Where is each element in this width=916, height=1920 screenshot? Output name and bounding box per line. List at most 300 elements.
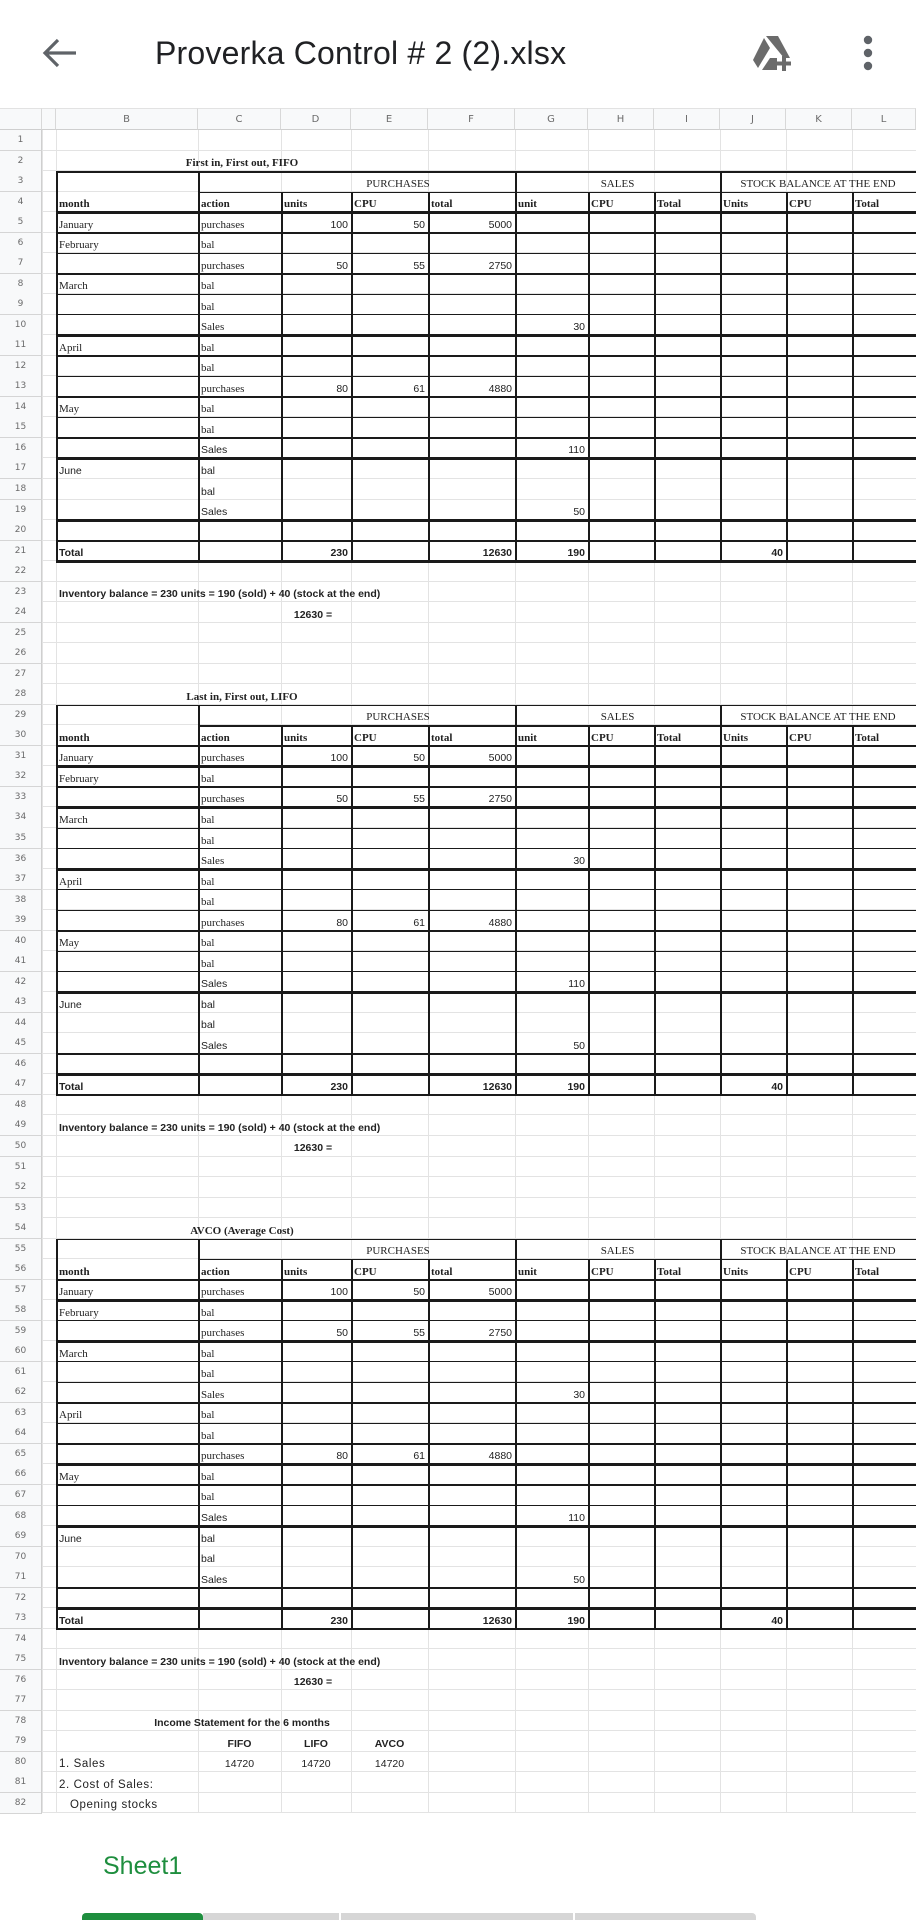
value-cell[interactable] xyxy=(515,1526,588,1547)
row-header-33[interactable]: 33 xyxy=(0,787,42,808)
row-header-14[interactable]: 14 xyxy=(0,397,42,418)
value-cell[interactable] xyxy=(852,787,916,808)
month-cell[interactable]: February xyxy=(59,1306,99,1319)
value-cell[interactable] xyxy=(351,335,428,356)
value-cell[interactable] xyxy=(515,1280,588,1301)
value-cell[interactable] xyxy=(281,1547,351,1568)
row-header-2[interactable]: 2 xyxy=(0,151,42,172)
value-cell[interactable]: 40 xyxy=(771,1080,783,1093)
value-cell[interactable] xyxy=(428,1547,515,1568)
value-cell[interactable] xyxy=(654,1033,720,1054)
value-cell[interactable] xyxy=(351,479,428,500)
action-cell[interactable]: Sales xyxy=(201,978,228,991)
month-cell[interactable] xyxy=(56,315,198,336)
row-header-45[interactable]: 45 xyxy=(0,1033,42,1054)
value-cell[interactable] xyxy=(428,479,515,500)
value-cell[interactable] xyxy=(515,787,588,808)
value-cell[interactable] xyxy=(351,1013,428,1034)
value-cell[interactable] xyxy=(588,1444,654,1465)
value-cell[interactable] xyxy=(281,315,351,336)
value-cell[interactable] xyxy=(588,274,654,295)
row-header-57[interactable]: 57 xyxy=(0,1280,42,1301)
value-cell[interactable]: 30 xyxy=(573,855,585,868)
month-cell[interactable] xyxy=(56,1321,198,1342)
row-header-13[interactable]: 13 xyxy=(0,376,42,397)
sheet-tab-sheet1[interactable]: Sheet1 xyxy=(103,1852,183,1880)
value-cell[interactable] xyxy=(786,746,852,767)
row-header-38[interactable]: 38 xyxy=(0,890,42,911)
value-cell[interactable] xyxy=(786,787,852,808)
value-cell[interactable] xyxy=(588,1074,654,1095)
column-label-action[interactable]: action xyxy=(201,1265,230,1278)
value-cell[interactable] xyxy=(428,233,515,254)
value-cell[interactable]: 110 xyxy=(568,444,585,457)
month-cell[interactable] xyxy=(56,500,198,521)
month-cell[interactable] xyxy=(56,438,198,459)
value-cell[interactable] xyxy=(428,500,515,521)
column-label-total[interactable]: Total xyxy=(657,198,682,211)
action-cell[interactable]: bal xyxy=(201,1368,215,1381)
value-cell[interactable] xyxy=(654,500,720,521)
row-header-76[interactable]: 76 xyxy=(0,1670,42,1691)
value-cell[interactable] xyxy=(852,1464,916,1485)
value-cell[interactable] xyxy=(351,1567,428,1588)
column-header-l[interactable]: L xyxy=(852,108,916,130)
value-cell[interactable] xyxy=(515,992,588,1013)
value-cell[interactable] xyxy=(351,972,428,993)
value-cell[interactable] xyxy=(588,766,654,787)
value-cell[interactable] xyxy=(852,356,916,377)
month-cell[interactable]: April xyxy=(59,875,83,888)
value-cell[interactable]: 230 xyxy=(330,1614,348,1627)
action-cell[interactable]: bal xyxy=(201,1553,216,1566)
value-cell[interactable] xyxy=(852,828,916,849)
value-cell[interactable] xyxy=(720,479,786,500)
value-cell[interactable] xyxy=(281,1054,351,1075)
row-header-22[interactable]: 22 xyxy=(0,561,42,582)
action-cell[interactable]: bal xyxy=(201,1409,215,1422)
value-cell[interactable] xyxy=(588,787,654,808)
action-cell[interactable]: bal xyxy=(201,1306,215,1319)
value-cell[interactable] xyxy=(852,417,916,438)
value-cell[interactable] xyxy=(852,746,916,767)
value-cell[interactable] xyxy=(654,1485,720,1506)
row-header-21[interactable]: 21 xyxy=(0,541,42,562)
value-cell[interactable] xyxy=(852,1054,916,1075)
value-cell[interactable]: 50 xyxy=(336,1327,348,1340)
action-cell[interactable]: bal xyxy=(201,937,215,950)
value-cell[interactable] xyxy=(852,479,916,500)
value-cell[interactable] xyxy=(281,1485,351,1506)
row-header-67[interactable]: 67 xyxy=(0,1485,42,1506)
value-cell[interactable] xyxy=(281,274,351,295)
row-header-65[interactable]: 65 xyxy=(0,1444,42,1465)
value-cell[interactable] xyxy=(428,274,515,295)
row-header-49[interactable]: 49 xyxy=(0,1115,42,1136)
value-cell[interactable] xyxy=(720,500,786,521)
column-label-month[interactable]: month xyxy=(59,1265,90,1278)
value-cell[interactable] xyxy=(515,233,588,254)
value-cell[interactable] xyxy=(428,1300,515,1321)
month-cell[interactable] xyxy=(56,520,198,541)
value-cell[interactable] xyxy=(588,931,654,952)
value-cell[interactable] xyxy=(588,294,654,315)
value-cell[interactable] xyxy=(720,992,786,1013)
value-cell[interactable] xyxy=(654,787,720,808)
row-header-44[interactable]: 44 xyxy=(0,1013,42,1034)
group-header-purchases[interactable]: PURCHASES xyxy=(366,177,430,190)
value-cell[interactable]: 40 xyxy=(771,547,783,560)
value-cell[interactable]: 5000 xyxy=(488,752,512,765)
value-cell[interactable] xyxy=(588,376,654,397)
value-cell[interactable] xyxy=(515,931,588,952)
value-cell[interactable] xyxy=(351,356,428,377)
value-cell[interactable] xyxy=(428,458,515,479)
value-cell[interactable]: 50 xyxy=(413,218,425,231)
value-cell[interactable] xyxy=(588,807,654,828)
value-cell[interactable] xyxy=(428,356,515,377)
row-header-77[interactable]: 77 xyxy=(0,1690,42,1711)
action-cell[interactable]: bal xyxy=(201,814,215,826)
income-value[interactable]: 14720 xyxy=(224,1758,255,1771)
value-cell[interactable] xyxy=(720,376,786,397)
value-cell[interactable] xyxy=(786,212,852,233)
value-cell[interactable] xyxy=(588,1382,654,1403)
row-header-70[interactable]: 70 xyxy=(0,1547,42,1568)
value-cell[interactable] xyxy=(852,274,916,295)
action-cell[interactable] xyxy=(198,541,281,562)
value-cell[interactable] xyxy=(588,1403,654,1424)
action-cell[interactable] xyxy=(198,1608,281,1629)
value-cell[interactable] xyxy=(515,356,588,377)
value-cell[interactable] xyxy=(654,212,720,233)
row-header-66[interactable]: 66 xyxy=(0,1464,42,1485)
action-cell[interactable]: bal xyxy=(201,341,215,354)
column-label-total[interactable]: Total xyxy=(657,1265,682,1278)
value-cell[interactable] xyxy=(428,1382,515,1403)
value-cell[interactable] xyxy=(852,541,916,562)
row-header-29[interactable]: 29 xyxy=(0,705,42,726)
row-header-24[interactable]: 24 xyxy=(0,602,42,623)
value-cell[interactable] xyxy=(852,890,916,911)
value-cell[interactable] xyxy=(654,376,720,397)
value-cell[interactable] xyxy=(654,992,720,1013)
value-cell[interactable] xyxy=(281,869,351,890)
value-cell[interactable] xyxy=(786,1608,852,1629)
value-cell[interactable] xyxy=(351,1362,428,1383)
value-cell[interactable] xyxy=(852,376,916,397)
value-cell[interactable] xyxy=(588,1280,654,1301)
column-label-units[interactable]: Units xyxy=(723,198,749,211)
value-cell[interactable] xyxy=(351,274,428,295)
value-cell[interactable] xyxy=(852,1362,916,1383)
value-cell[interactable] xyxy=(654,890,720,911)
value-cell[interactable] xyxy=(654,1403,720,1424)
value-cell[interactable] xyxy=(428,890,515,911)
value-cell[interactable] xyxy=(588,479,654,500)
value-cell[interactable] xyxy=(515,1300,588,1321)
value-cell[interactable] xyxy=(515,1423,588,1444)
row-header-56[interactable]: 56 xyxy=(0,1259,42,1280)
month-cell[interactable] xyxy=(56,1362,198,1383)
row-header-16[interactable]: 16 xyxy=(0,438,42,459)
column-header-e[interactable]: E xyxy=(351,108,428,130)
value-cell[interactable] xyxy=(281,500,351,521)
value-cell[interactable] xyxy=(281,828,351,849)
value-cell[interactable] xyxy=(428,1423,515,1444)
value-cell[interactable]: 230 xyxy=(330,547,348,560)
month-cell[interactable] xyxy=(56,1506,198,1527)
value-cell[interactable] xyxy=(428,417,515,438)
value-cell[interactable] xyxy=(515,807,588,828)
row-header-23[interactable]: 23 xyxy=(0,582,42,603)
value-cell[interactable] xyxy=(588,1567,654,1588)
value-cell[interactable] xyxy=(720,1013,786,1034)
value-cell[interactable] xyxy=(351,1526,428,1547)
action-cell[interactable]: bal xyxy=(201,485,216,498)
value-cell[interactable] xyxy=(588,1341,654,1362)
row-header-52[interactable]: 52 xyxy=(0,1177,42,1198)
row-header-48[interactable]: 48 xyxy=(0,1095,42,1116)
row-header-62[interactable]: 62 xyxy=(0,1382,42,1403)
month-cell[interactable]: January xyxy=(59,218,94,231)
value-cell[interactable] xyxy=(720,910,786,931)
value-cell[interactable] xyxy=(786,849,852,870)
row-header-78[interactable]: 78 xyxy=(0,1711,42,1732)
value-cell[interactable] xyxy=(654,1526,720,1547)
month-cell[interactable]: January xyxy=(59,1286,94,1299)
column-label-unit[interactable]: unit xyxy=(518,198,537,211)
value-cell[interactable] xyxy=(588,869,654,890)
month-cell[interactable]: June xyxy=(59,998,82,1011)
value-cell[interactable]: 230 xyxy=(330,1080,348,1093)
row-header-41[interactable]: 41 xyxy=(0,951,42,972)
value-cell[interactable] xyxy=(588,335,654,356)
value-cell[interactable]: 50 xyxy=(413,1286,425,1299)
value-cell[interactable] xyxy=(588,500,654,521)
value-cell[interactable] xyxy=(588,1321,654,1342)
row-header-79[interactable]: 79 xyxy=(0,1731,42,1752)
value-cell[interactable] xyxy=(428,520,515,541)
value-cell[interactable] xyxy=(351,500,428,521)
group-header-stock[interactable]: STOCK BALANCE AT THE END xyxy=(740,177,896,190)
value-cell[interactable] xyxy=(281,1567,351,1588)
action-cell[interactable]: bal xyxy=(201,1429,215,1442)
value-cell[interactable] xyxy=(786,828,852,849)
income-value[interactable] xyxy=(281,1772,351,1793)
row-header-11[interactable]: 11 xyxy=(0,335,42,356)
group-header-stock[interactable]: STOCK BALANCE AT THE END xyxy=(740,1245,896,1258)
value-cell[interactable] xyxy=(786,1547,852,1568)
value-cell[interactable] xyxy=(786,1033,852,1054)
value-cell[interactable] xyxy=(588,890,654,911)
column-header-k[interactable]: K xyxy=(786,108,852,130)
income-header-avco[interactable]: AVCO xyxy=(374,1737,405,1750)
row-header-35[interactable]: 35 xyxy=(0,828,42,849)
value-cell[interactable] xyxy=(515,1464,588,1485)
value-cell[interactable] xyxy=(351,992,428,1013)
income-header-lifo[interactable]: LIFO xyxy=(304,1737,328,1750)
spreadsheet-grid[interactable] xyxy=(0,106,916,1816)
value-cell[interactable] xyxy=(588,397,654,418)
value-cell[interactable] xyxy=(654,1382,720,1403)
value-cell[interactable] xyxy=(852,1074,916,1095)
value-cell[interactable] xyxy=(786,274,852,295)
value-cell[interactable] xyxy=(281,438,351,459)
value-cell[interactable] xyxy=(654,1074,720,1095)
value-cell[interactable] xyxy=(351,1423,428,1444)
value-cell[interactable] xyxy=(654,951,720,972)
value-cell[interactable] xyxy=(786,520,852,541)
value-cell[interactable] xyxy=(786,1280,852,1301)
action-cell[interactable] xyxy=(198,1588,281,1609)
action-cell[interactable]: bal xyxy=(201,1347,215,1360)
value-cell[interactable] xyxy=(281,1341,351,1362)
action-cell[interactable]: purchases xyxy=(201,382,245,395)
value-cell[interactable] xyxy=(515,1444,588,1465)
value-cell[interactable] xyxy=(654,1567,720,1588)
value-cell[interactable]: 12630 xyxy=(482,547,512,560)
value-cell[interactable] xyxy=(588,233,654,254)
column-label-cpu[interactable]: CPU xyxy=(789,1265,812,1278)
value-cell[interactable] xyxy=(588,910,654,931)
value-cell[interactable] xyxy=(428,1526,515,1547)
value-cell[interactable] xyxy=(281,520,351,541)
column-label-cpu[interactable]: CPU xyxy=(591,731,614,744)
action-cell[interactable]: bal xyxy=(201,423,215,436)
value-cell[interactable] xyxy=(281,951,351,972)
value-cell[interactable] xyxy=(281,807,351,828)
value-cell[interactable] xyxy=(786,479,852,500)
action-cell[interactable]: purchases xyxy=(201,1327,245,1340)
column-header-h[interactable]: H xyxy=(588,108,654,130)
value-cell[interactable]: 50 xyxy=(336,793,348,806)
value-cell[interactable] xyxy=(351,951,428,972)
row-header-59[interactable]: 59 xyxy=(0,1321,42,1342)
value-cell[interactable] xyxy=(351,890,428,911)
value-cell[interactable]: 2750 xyxy=(488,1327,512,1340)
value-cell[interactable] xyxy=(654,541,720,562)
month-cell[interactable] xyxy=(56,294,198,315)
value-cell[interactable] xyxy=(515,951,588,972)
row-header-64[interactable]: 64 xyxy=(0,1423,42,1444)
value-cell[interactable] xyxy=(720,335,786,356)
value-cell[interactable] xyxy=(515,335,588,356)
value-cell[interactable]: 190 xyxy=(567,547,585,560)
value-cell[interactable] xyxy=(281,890,351,911)
month-cell[interactable] xyxy=(56,479,198,500)
action-cell[interactable] xyxy=(198,1074,281,1095)
value-cell[interactable] xyxy=(654,479,720,500)
action-cell[interactable]: purchases xyxy=(201,916,245,929)
value-cell[interactable] xyxy=(720,1054,786,1075)
column-label-total[interactable]: Total xyxy=(855,731,880,744)
column-header-d[interactable]: D xyxy=(281,108,351,130)
value-cell[interactable] xyxy=(588,828,654,849)
value-cell[interactable] xyxy=(428,1464,515,1485)
month-cell[interactable]: June xyxy=(59,464,82,477)
value-cell[interactable] xyxy=(654,417,720,438)
value-cell[interactable] xyxy=(588,1033,654,1054)
value-cell[interactable] xyxy=(654,315,720,336)
value-cell[interactable] xyxy=(852,438,916,459)
value-cell[interactable] xyxy=(428,294,515,315)
value-cell[interactable] xyxy=(281,1588,351,1609)
value-cell[interactable] xyxy=(786,356,852,377)
month-cell[interactable]: Total xyxy=(59,1614,84,1627)
value-cell[interactable] xyxy=(588,1464,654,1485)
value-cell[interactable] xyxy=(786,931,852,952)
value-cell[interactable] xyxy=(852,458,916,479)
column-header-f[interactable]: F xyxy=(428,108,515,130)
month-cell[interactable] xyxy=(56,1547,198,1568)
value-cell[interactable] xyxy=(786,253,852,274)
month-cell[interactable]: March xyxy=(59,1347,88,1360)
value-cell[interactable] xyxy=(786,294,852,315)
row-header-19[interactable]: 19 xyxy=(0,500,42,521)
value-cell[interactable] xyxy=(588,972,654,993)
select-all-corner[interactable] xyxy=(0,108,42,130)
action-cell[interactable]: bal xyxy=(201,403,215,416)
value-cell[interactable] xyxy=(654,233,720,254)
value-cell[interactable] xyxy=(654,356,720,377)
month-cell[interactable]: June xyxy=(59,1532,82,1545)
value-cell[interactable] xyxy=(588,438,654,459)
value-cell[interactable]: 50 xyxy=(573,1039,585,1052)
row-header-73[interactable]: 73 xyxy=(0,1608,42,1629)
action-cell[interactable]: purchases xyxy=(201,1286,245,1299)
value-cell[interactable] xyxy=(281,972,351,993)
value-cell[interactable] xyxy=(351,1382,428,1403)
column-label-total[interactable]: total xyxy=(431,1265,453,1278)
row-header-30[interactable]: 30 xyxy=(0,725,42,746)
value-cell[interactable] xyxy=(852,910,916,931)
value-cell[interactable] xyxy=(281,1382,351,1403)
month-cell[interactable]: March xyxy=(59,280,88,293)
value-cell[interactable] xyxy=(281,1033,351,1054)
month-cell[interactable]: February xyxy=(59,239,99,252)
income-value[interactable] xyxy=(198,1793,281,1814)
column-header-i[interactable]: I xyxy=(654,108,720,130)
value-cell[interactable] xyxy=(428,807,515,828)
value-cell[interactable] xyxy=(428,335,515,356)
value-cell[interactable] xyxy=(588,992,654,1013)
value-cell[interactable] xyxy=(654,1013,720,1034)
value-cell[interactable]: 100 xyxy=(330,752,348,765)
row-header-31[interactable]: 31 xyxy=(0,746,42,767)
value-cell[interactable] xyxy=(281,766,351,787)
month-cell[interactable] xyxy=(56,1567,198,1588)
inventory-value-note[interactable]: 12630 = xyxy=(293,608,333,621)
value-cell[interactable] xyxy=(786,1362,852,1383)
value-cell[interactable] xyxy=(351,869,428,890)
value-cell[interactable] xyxy=(515,1485,588,1506)
action-cell[interactable]: Sales xyxy=(201,1039,228,1052)
month-cell[interactable] xyxy=(56,1013,198,1034)
value-cell[interactable] xyxy=(515,1013,588,1034)
value-cell[interactable] xyxy=(588,1608,654,1629)
value-cell[interactable] xyxy=(281,294,351,315)
value-cell[interactable] xyxy=(351,458,428,479)
value-cell[interactable] xyxy=(281,992,351,1013)
value-cell[interactable] xyxy=(720,931,786,952)
value-cell[interactable] xyxy=(720,274,786,295)
row-header-43[interactable]: 43 xyxy=(0,992,42,1013)
value-cell[interactable] xyxy=(588,541,654,562)
value-cell[interactable] xyxy=(852,869,916,890)
column-header-b[interactable]: B xyxy=(56,108,198,130)
value-cell[interactable] xyxy=(852,931,916,952)
